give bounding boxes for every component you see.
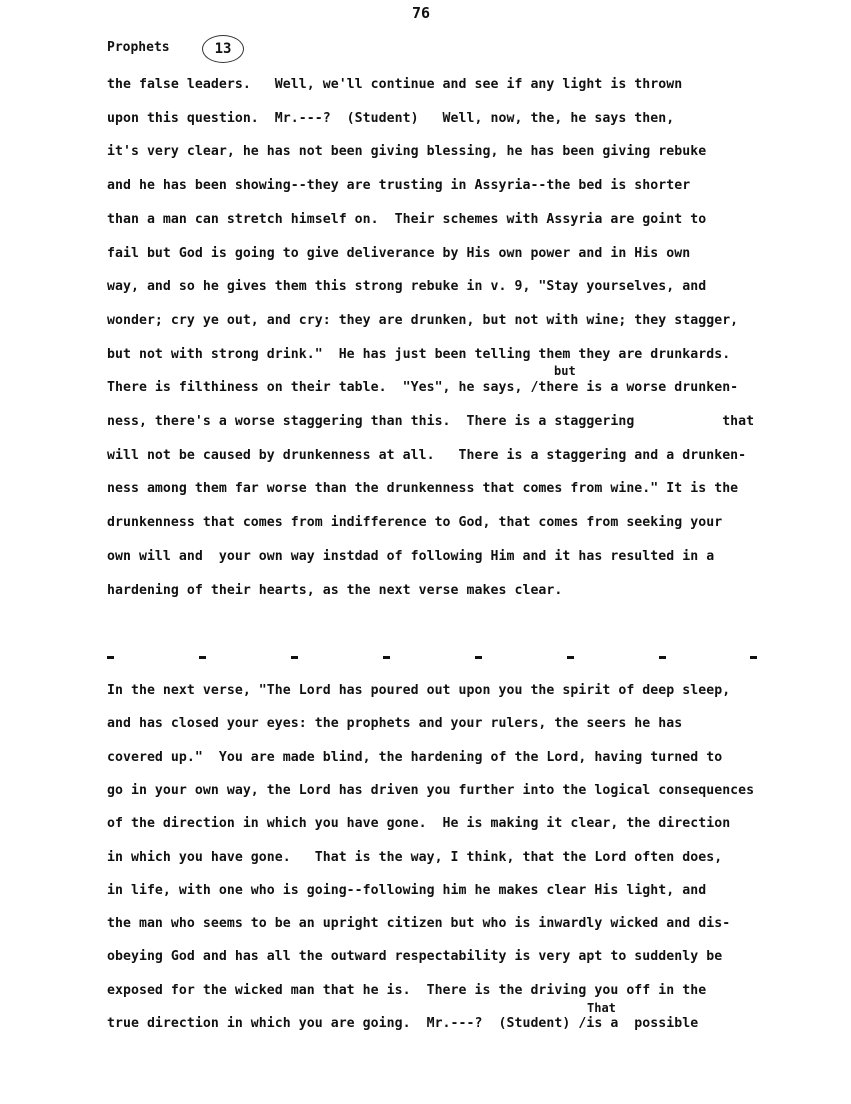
text-line: fail but God is going to give deliverance by His own power and in His own (107, 245, 691, 261)
text-line: in life, with one who is going--following him he makes clear His light, and (107, 882, 707, 898)
divider-dash (199, 656, 206, 659)
divider-dash (383, 656, 390, 659)
text-line: covered up." You are made blind, the hardening of the Lord, having turned to (107, 749, 723, 765)
text-line: In the next verse, "The Lord has poured out upon you the spirit of deep sleep, (107, 683, 731, 698)
text-line: the false leaders. Well, we'll continue and see if any light is thrown (107, 77, 683, 92)
text-line: true direction in which you are going. Mr.---? (Student) /is a possible (107, 1016, 699, 1031)
text-line: will not be caused by drunkenness at all. There is a staggering and a drunken- (107, 447, 747, 463)
text-line: and he has been showing--they are trusting in Assyria--the bed is shorter (107, 178, 691, 194)
text-line: it's very clear, he has not been giving blessing, he has been giving rebuke (107, 144, 707, 160)
text-line: ness among them far worse than the drunkenness that comes from wine." It is the (107, 481, 739, 497)
text-line: way, and so he gives them this strong rebuke in v. 9, "Stay yourselves, and (107, 279, 707, 295)
text-line: in which you have gone. That is the way, I think, that the Lord often does, (107, 849, 723, 865)
header-title: Prophets (107, 40, 170, 55)
section-divider (107, 656, 757, 662)
handwritten-insert-that: That (587, 1001, 616, 1015)
page-number: 76 (412, 4, 431, 22)
text-line: but not with strong drink." He has just been telling them they are drunkards. (107, 346, 731, 362)
text-line: of the direction in which you have gone. He is making it clear, the direction (107, 816, 731, 832)
text-line: wonder; cry ye out, and cry: they are drunken, but not with wine; they stagger, (107, 312, 739, 328)
divider-dash (750, 656, 757, 659)
text-line: go in your own way, the Lord has driven you further into the logical consequences (107, 782, 755, 798)
text-line: and has closed your eyes: the prophets and your rulers, the seers he has (107, 716, 683, 732)
text-line: drunkenness that comes from indifference to God, that comes from seeking your (107, 515, 723, 531)
text-line: than a man can stretch himself on. Their schemes with Assyria are goint to (107, 211, 707, 227)
text-line: the man who seems to be an upright citizen but who is inwardly wicked and dis- (107, 916, 731, 932)
text-line: exposed for the wicked man that he is. There is the driving you off in the (107, 982, 707, 998)
text-line: hardening of their hearts, as the next verse makes clear. (107, 582, 563, 598)
handwritten-insert-but: but (554, 364, 576, 378)
text-line: There is filthiness on their table. "Yes", he says, /there is a worse drunken- (107, 380, 739, 396)
text-line: own will and your own way instdad of following Him and it has resulted in a (107, 548, 715, 564)
divider-dash (107, 656, 114, 659)
header-circled-number: 13 (202, 35, 244, 63)
text-line: obeying God and has all the outward respectability is very apt to suddenly be (107, 949, 723, 965)
divider-dash (659, 656, 666, 659)
text-line: ness, there's a worse staggering than this. There is a staggering that (107, 414, 755, 429)
divider-dash (475, 656, 482, 659)
divider-dash (567, 656, 574, 659)
text-line: upon this question. Mr.---? (Student) Well, now, the, he says then, (107, 110, 675, 126)
divider-dash (291, 656, 298, 659)
